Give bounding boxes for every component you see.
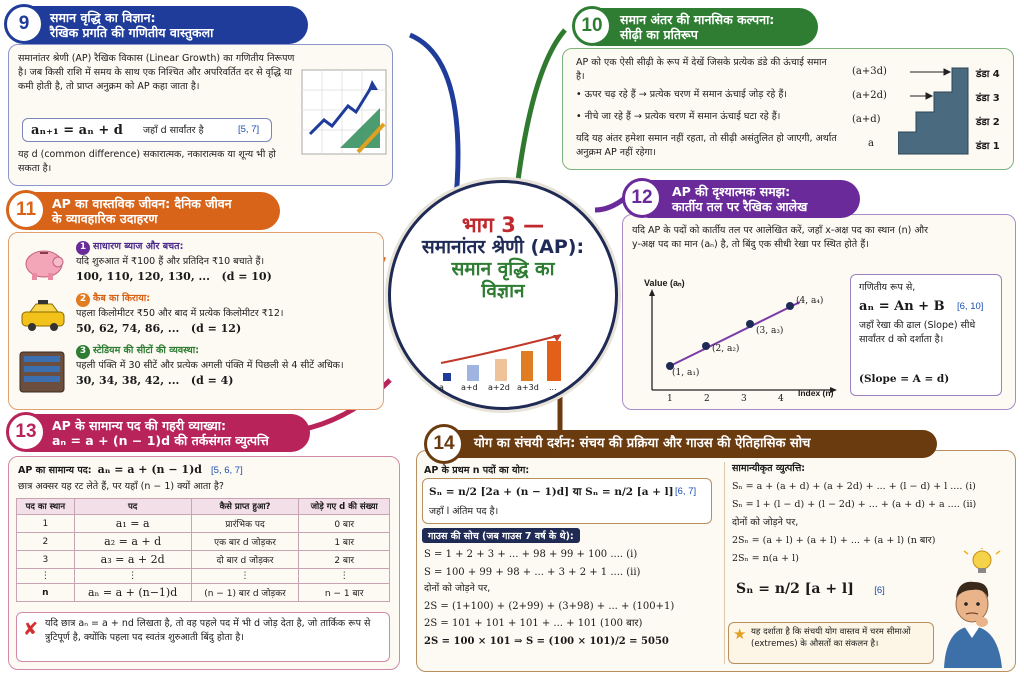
example-1	[76, 240, 376, 285]
center-bar-label: a+d	[461, 383, 478, 392]
example-2-text: पहला किलोमीटर ₹50 और बाद में प्रत्येक किलोमीटर ₹12।	[76, 308, 284, 319]
section-11-header	[10, 192, 280, 230]
example-1-head: साधारण ब्याज और बचत:	[93, 241, 184, 252]
example-3-seq: 30, 34, 38, 42, ...	[76, 373, 180, 387]
section-9-formula-note: जहाँ d सार्वांतर है	[143, 125, 204, 136]
section-10-bullet-2-text: नीचे जा रहे हैं → प्रत्येक चरण में समान ऊंचाई घटा रहे हैं।	[584, 111, 781, 122]
section-14-gauss-lines	[424, 546, 724, 650]
example-1-text: यदि शुरुआत में ₹100 हैं और प्रतिदिन ₹10 बचाते हैं।	[76, 256, 265, 267]
section-9-paragraph2: यह d (common difference) सकारात्मक, नकारात्मक या शून्य भी हो सकता है।	[18, 149, 276, 174]
section-10-number: 10	[572, 6, 612, 46]
section-10-title2: सीढ़ी का प्रतिरूप	[620, 27, 698, 42]
section-14-star-note: यह दर्शाता है कि संचयी योग वास्तव में चरम सीमाओं (extremes) के औसतों का संकलन है।	[751, 627, 911, 649]
example-2-badge: 2	[76, 293, 90, 307]
thinking-student-illustration	[936, 548, 1012, 668]
example-3-badge: 3	[76, 345, 90, 359]
section-9-title1: समान वृद्धि का विज्ञान:	[50, 10, 156, 25]
table-row	[17, 584, 390, 602]
graph-point-label: (4, a₄)	[796, 296, 824, 306]
section-13-line1-formula: aₙ = a + (n − 1)d	[97, 463, 202, 476]
section-12-box-formula: aₙ = An + B	[859, 299, 945, 314]
table-cell: a₂ = a + d	[74, 533, 191, 551]
graph-point-label: (2, a₂)	[712, 344, 740, 354]
section-9-title2: रैखिक प्रगति की गणितीय वास्तुकला	[50, 25, 214, 40]
section-14-final-formula: Sₙ = n/2 [a + l]	[736, 581, 854, 597]
table-row	[17, 551, 390, 569]
stair-label: डंडा 2	[976, 117, 1000, 128]
section-12-box-line1: गणितीय रूप से,	[859, 282, 916, 293]
section-13-line2: छात्र अक्सर यह रट लेते हैं, पर यहाँ (n − 1) क्यों आता है?	[18, 481, 224, 492]
section-14-sum-note: जहाँ l अंतिम पद है।	[429, 506, 499, 517]
stair-term: (a+d)	[852, 114, 881, 125]
section-12-number: 12	[622, 178, 662, 218]
table-header: पद	[74, 499, 191, 515]
section-12-header	[630, 180, 860, 218]
growth-chart-illustration	[300, 68, 388, 156]
graph-ylabel: Value (aₙ)	[644, 278, 685, 288]
table-cell: प्रारंभिक पद	[191, 515, 299, 533]
graph-tick: 3	[741, 394, 747, 404]
section-13-line1-label: AP का सामान्य पद:	[18, 465, 92, 476]
star-icon: ★	[733, 625, 747, 643]
table-cell: n − 1 बार	[299, 584, 390, 602]
staircase-labels	[976, 62, 1016, 152]
center-bar-3	[495, 359, 507, 381]
general-term-table	[16, 498, 390, 602]
table-cell: 3	[17, 551, 75, 569]
graph-labels	[640, 278, 840, 408]
graph-tick: 1	[667, 394, 673, 404]
stadium-icon	[18, 350, 66, 394]
section-13-title2: aₙ = a + (n − 1)d की तर्कसंगत व्युत्पत्ति	[52, 433, 269, 448]
table-cell: n	[17, 584, 75, 602]
center-title-sub2: विज्ञान	[481, 279, 525, 302]
center-title-sub1: समान वृद्धि का	[451, 257, 555, 280]
section-14-header	[432, 430, 937, 458]
section-12-title2: कार्तीय तल पर रैखिक आलेख	[672, 199, 808, 214]
gen-line: Sₙ = l + (l − d) + (l − 2d) + ... + (a + d) + a .... (ii)	[732, 499, 977, 511]
section-12-box-ref: [6, 10]	[957, 301, 984, 312]
section-10-title1: समान अंतर की मानसिक कल्पना:	[620, 12, 775, 27]
section-14-number: 14	[424, 424, 464, 464]
section-11-title2: के व्यावहारिक उदाहरण	[52, 211, 158, 226]
section-14-sum-box	[422, 478, 712, 524]
section-13-title1: AP के सामान्य पद की गहरी व्याख्या:	[52, 418, 227, 433]
table-header: जोड़े गए d की संख्या	[299, 499, 390, 515]
example-3-text: पहली पंक्ति में 30 सीटें और प्रत्येक अगली पंक्ति में पिछली से 4 सीटें अधिक।	[76, 360, 344, 371]
graph-xlabel: Index (n)	[798, 388, 834, 398]
section-14-gauss-head: गाउस की सोच (जब गाउस 7 वर्ष के थे):	[422, 528, 580, 543]
section-9-formula-box	[22, 118, 272, 142]
gauss-line: S = 1 + 2 + 3 + ... + 98 + 99 + 100 .... (i)	[424, 549, 638, 560]
table-cell: aₙ = a + (n−1)d	[74, 584, 191, 602]
example-3-head: स्टेडियम की सीटों की व्यवस्था:	[93, 345, 199, 356]
stair-term: (a+3d)	[852, 66, 887, 77]
section-10-bullet-2: • नीचे जा रहे हैं → प्रत्येक चरण में समान ऊंचाई घटा रहे हैं।	[576, 111, 781, 122]
center-bar-label: a+2d	[488, 383, 510, 392]
example-2-head: कैब का किराया:	[93, 293, 150, 304]
example-1-seq: 100, 110, 120, 130, ...	[76, 269, 210, 283]
section-12-formula-box	[850, 274, 1002, 396]
section-14-divider	[724, 462, 725, 664]
table-cell: दो बार d जोड़कर	[191, 551, 299, 569]
section-13-line1-ref: [5, 6, 7]	[211, 465, 243, 476]
section-11-number: 11	[6, 190, 46, 230]
gen-line: 2Sₙ = n(a + l)	[732, 553, 799, 565]
gauss-line: S = 100 + 99 + 98 + ... + 3 + 2 + 1 .... (ii)	[424, 566, 641, 578]
table-cell: 0 बार	[299, 515, 390, 533]
example-2	[76, 292, 376, 337]
section-14-title: योग का संचयी दर्शन: संचय की प्रक्रिया और गाउस की ऐतिहासिक सोच	[474, 436, 811, 451]
stair-label: डंडा 1	[976, 141, 1000, 152]
table-cell: 2	[17, 533, 75, 551]
section-14-final-ref: [6]	[874, 585, 885, 596]
example-1-d: (d = 10)	[221, 269, 272, 283]
center-bar-label: a+3d	[517, 383, 539, 392]
graph-point-label: (1, a₁)	[672, 368, 700, 378]
staircase-terms	[852, 62, 912, 152]
staircase-arrows	[910, 62, 960, 152]
section-14-gen-head: सामान्यीकृत व्युत्पत्ति:	[732, 463, 806, 474]
section-12-title1: AP की दृश्यात्मक समझ:	[672, 184, 791, 199]
section-12-paragraph: यदि AP के पदों को कार्तीय तल पर आलेखित करें, जहाँ x-अक्ष पद का स्थान (n) और y-अक्ष पद का मान (aₙ) है, तो बिंदु एक सीधी रेखा पर स्थित होते हैं।	[632, 225, 929, 250]
piggy-bank-icon	[20, 244, 66, 282]
section-9-header	[8, 6, 308, 44]
table-cell: 1	[17, 515, 75, 533]
graph-point-label: (3, a₃)	[756, 326, 784, 336]
section-13-number: 13	[6, 412, 46, 452]
center-bar-2	[467, 365, 479, 381]
table-row	[17, 515, 390, 533]
table-cell: ⋮	[299, 569, 390, 584]
table-cell: एक बार d जोड़कर	[191, 533, 299, 551]
table-cell: 1 बार	[299, 533, 390, 551]
cross-icon: ✘	[23, 619, 39, 640]
section-10-bullet-1: • ऊपर चढ़ रहे हैं → प्रत्येक चरण में समान ऊंचाई जोड़ रहे हैं।	[576, 89, 787, 100]
table-cell: ⋮	[74, 569, 191, 584]
table-cell: 2 बार	[299, 551, 390, 569]
section-9-number: 9	[4, 4, 44, 44]
center-title-ap: समानांतर श्रेणी (AP):	[421, 236, 585, 259]
graph-tick: 2	[704, 394, 710, 404]
section-9-ref: [5, 7]	[238, 124, 260, 135]
gauss-line: 2S = 100 × 101 ⇒ S = (100 × 101)/2 = 5050	[424, 635, 669, 647]
table-cell: (n − 1) बार d जोड़कर	[191, 584, 299, 602]
section-9-formula: aₙ₊₁ = aₙ + d	[31, 123, 123, 138]
taxi-icon	[18, 300, 68, 332]
example-2-d: (d = 12)	[190, 321, 242, 335]
center-circle	[388, 180, 618, 410]
table-cell: a₃ = a + 2d	[74, 551, 191, 569]
section-12-box-line2: जहाँ रेखा की ढाल (Slope) सीधे सार्वांतर d को दर्शाता है।	[859, 320, 976, 345]
gen-line: 2Sₙ = (a + l) + (a + l) + ... + (a + l) (n बार)	[732, 535, 936, 547]
table-header: पद का स्थान	[17, 499, 75, 515]
section-14-sum-formula: Sₙ = n/2 [2a + (n − 1)d] या Sₙ = n/2 [a + l]	[429, 486, 674, 498]
section-14-star-box	[728, 622, 934, 664]
section-14-sum-ref: [6, 7]	[675, 486, 697, 497]
gen-line: Sₙ = a + (a + d) + (a + 2d) + ... + (l − d) + l .... (i)	[732, 481, 976, 492]
section-10-header	[578, 8, 818, 46]
section-13-warning-box	[16, 612, 390, 662]
section-13-warning: यदि छात्र aₙ = a + nd लिखता है, तो वह पहले पद में भी d जोड़ देता है, जो तार्किक रूप से त्रुटिपूर्ण है, क्योंकि पहला पद स्वतंत्र शुरुआती बिंदु होता है।	[45, 618, 371, 643]
example-2-seq: 50, 62, 74, 86, ...	[76, 321, 180, 335]
center-bar-label: ...	[549, 383, 557, 392]
stair-term: (a+2d)	[852, 90, 887, 101]
stair-label: डंडा 3	[976, 93, 1000, 104]
gauss-line: दोनों को जोड़ने पर,	[424, 583, 491, 594]
graph-tick: 4	[778, 394, 784, 404]
section-12-box-line3: (Slope = A = d)	[859, 373, 950, 385]
center-bar-5	[547, 341, 561, 381]
section-9-paragraph: समानांतर श्रेणी (AP) रैखिक विकास (Linear Growth) का गणितीय निरूपण है। जब किसी राशि में समय के साथ एक निश्चित और अपरिवर्तित दर से वृद्धि या कमी होती है, तो प्राप्त अनुक्रम को AP कहा जाता है।	[18, 53, 295, 92]
example-3	[76, 344, 376, 389]
table-row	[17, 533, 390, 551]
section-10-bullet-1-text: ऊपर चढ़ रहे हैं → प्रत्येक चरण में समान ऊंचाई जोड़ रहे हैं।	[584, 89, 787, 100]
section-10-paragraph2: यदि यह अंतर हमेशा समान नहीं रहता, तो सीढ़ी असंतुलित हो जाएगी, अर्थात अनुक्रम AP नहीं रहेगा।	[576, 133, 837, 158]
gen-line: दोनों को जोड़ने पर,	[732, 517, 799, 529]
stair-label: डंडा 4	[976, 69, 1000, 80]
section-10-paragraph: AP को एक ऐसी सीढ़ी के रूप में देखें जिसके प्रत्येक डंडे की ऊंचाई समान है।	[576, 57, 827, 82]
section-11-title1: AP का वास्तविक जीवन: दैनिक जीवन	[52, 196, 232, 211]
section-14-sum-head: AP के प्रथम n पदों का योग:	[424, 465, 530, 476]
table-cell: a₁ = a	[74, 515, 191, 533]
table-row	[17, 569, 390, 584]
example-1-badge: 1	[76, 241, 90, 255]
gauss-line: 2S = (1+100) + (2+99) + (3+98) + ... + (100+1)	[424, 600, 675, 612]
table-header: कैसे प्राप्त हुआ?	[191, 499, 299, 515]
table-cell: ⋮	[191, 569, 299, 584]
center-bar-1	[443, 373, 451, 381]
section-14-final	[736, 578, 885, 597]
center-title-part: भाग 3 —	[461, 213, 545, 237]
stair-term: a	[868, 138, 874, 149]
section-13-line1	[18, 462, 318, 478]
table-header-row	[17, 499, 390, 515]
center-bar-4	[521, 351, 533, 381]
table-cell: ⋮	[17, 569, 75, 584]
example-3-d: (d = 4)	[190, 373, 234, 387]
gauss-line: 2S = 101 + 101 + 101 + ... + 101 (100 बार)	[424, 618, 643, 630]
center-bar-label: a	[439, 383, 444, 392]
section-13-header	[10, 414, 310, 452]
